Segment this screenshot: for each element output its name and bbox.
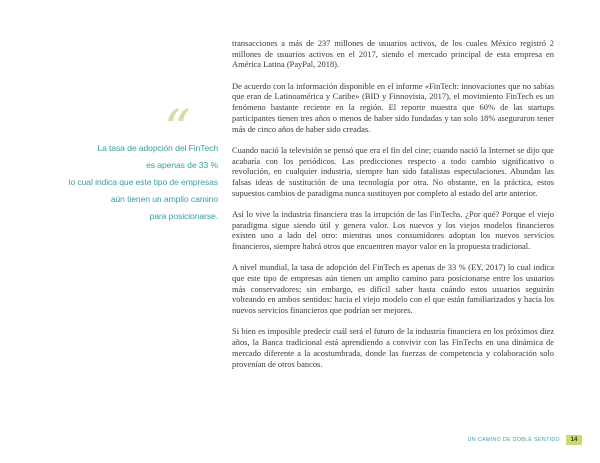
- pullquote-line: lo cual indica que este tipo de empresas: [68, 177, 218, 187]
- pullquote: [40, 140, 218, 225]
- paragraph: transacciones a más de 237 millones de usuarios activos, de los cuales México registró 2 millones de usuarios activos en el 2017, siendo el mercado principal de esta empresa en América Latina (PayPal, 2018).: [232, 38, 554, 70]
- page-number: 14: [566, 435, 582, 445]
- footer-section-title: UN CAMINO DE DOBLE SENTIDO: [467, 437, 560, 443]
- pullquote-line: para posicionarse .: [40, 208, 218, 225]
- body-text: [232, 38, 554, 380]
- quote-mark-icon: “: [164, 100, 185, 160]
- pullquote-line: La tasa de adopción del FinTech: [97, 143, 218, 153]
- paragraph: Así lo vive la industria financiera tras la irrupción de las FinTechs. ¿Por qué? Porque el viejo paradigma sigue siendo útil y genera valor. Los nuevos y los viejos modelos financieros existen uno a lado del otro: mientras unos consumidores adoptan los nuevos servicios financieros, siempre habrá otros que encuentren mayor valor en la propuesta tradicional.: [232, 208, 554, 252]
- paragraph: Cuando nació la televisión se pensó que era el fin del cine; cuando nació la Internet se dijo que acabaría con los periódicos. Las predicciones respecto a todo cambio significativo o revolución, en cualquier industria, siempre han sido fatalistas especulaciones. Abundan las falsas ideas de sustitución de una tecnología por otra. No obstante, en la práctica, estos supuestos cambios de paradigma nunca sustituyen por completo al estado del arte anterior.: [232, 144, 554, 198]
- paragraph: Si bien es imposible predecir cuál será el futuro de la industria financiera en los próximos diez años, la Banca tradicional está aprendiendo a convivir con las FinTechs en una dinámica de mercado diferente a la acostumbrada, donde las fuerzas de competencia y colaboración solo provenían de otros bancos.: [232, 326, 554, 369]
- pullquote-line: es apenas de 33 %: [146, 160, 218, 170]
- page-footer: [468, 435, 582, 445]
- pullquote-line: aún tienen un amplio camino: [110, 194, 218, 204]
- paragraph: A nivel mundial, la tasa de adopción del FinTech es apenas de 33 % (EY, 2017) lo cual indica que este tipo de empresas aún tienen un amplio camino para posicionarse entre los usuarios más conservadores; sin embargo, es difícil saber hasta cuándo estos usuarios seguirán volteando en ambos sentidos: hacia el viejo modelo con el que están familiarizados y hacia los nuevos servicios financieros que podrían ser mejores.: [232, 262, 554, 316]
- paragraph: De acuerdo con la información disponible en el informe «FinTech: innovaciones que no sabías que eran de Latinoamérica y Caribe» (BID y Finnovista, 2017), el movimiento FinTech es un fenómeno bastante reciente en la región. El reporte muestra que 60% de las startups participantes tienen tres años o menos de haber sido fundadas y tan solo 18% aseguraron tener más de cinco años de haber sido creadas.: [232, 80, 554, 134]
